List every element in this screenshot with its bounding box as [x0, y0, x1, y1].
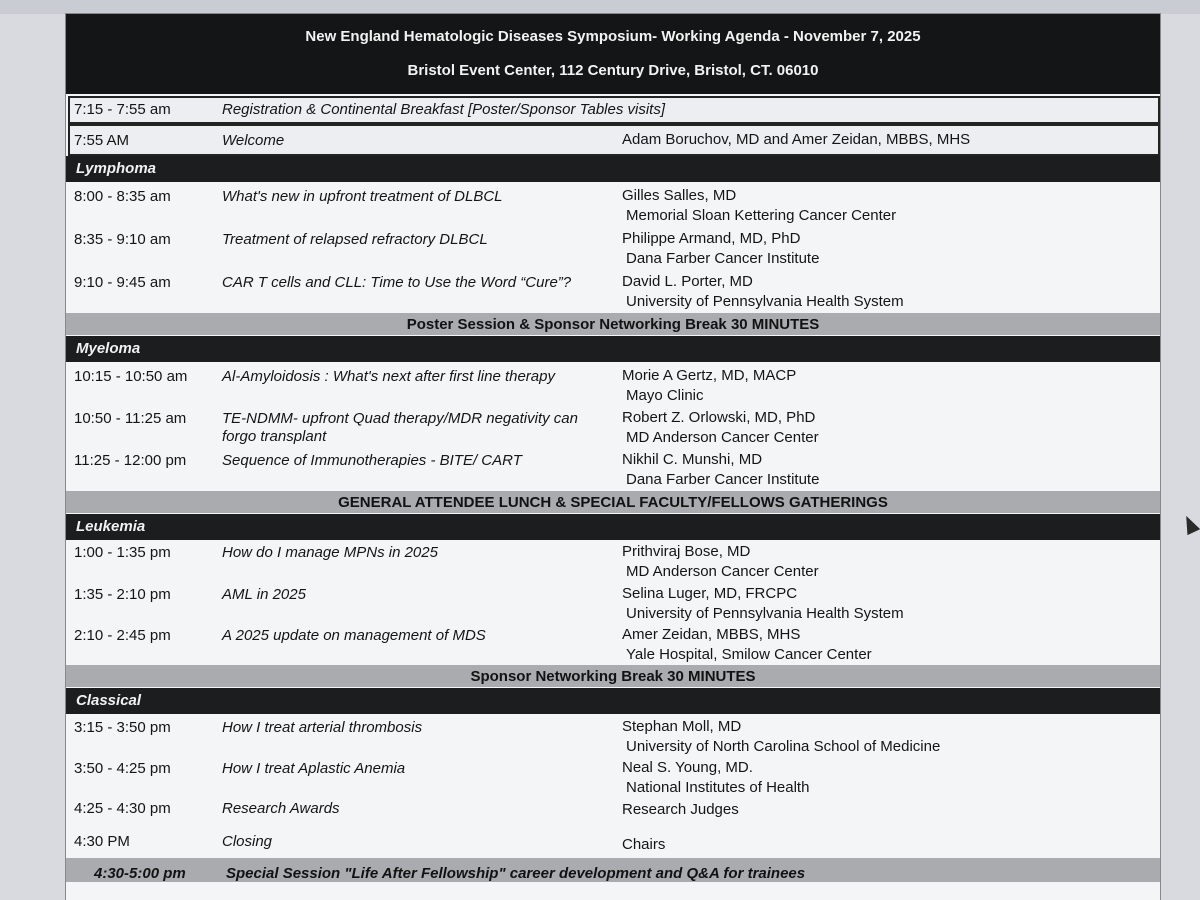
session-title: Welcome [222, 132, 285, 149]
affiliation: Mayo Clinic [626, 387, 704, 404]
speaker-cell: Research Judges [622, 801, 739, 818]
affiliation: University of Pennsylvania Health System [626, 605, 904, 622]
time-cell: 4:25 - 4:30 pm [74, 800, 171, 817]
affiliation: University of North Carolina School of Medicine [626, 738, 941, 755]
agenda-document [66, 14, 1160, 900]
special-session-band [66, 858, 1160, 882]
speaker-cell: Stephan Moll, MD University of North Carolina School of Medicine [622, 718, 941, 755]
speaker-cell: Prithviraj Bose, MD MD Anderson Cancer Center [622, 543, 819, 580]
session-title: Sequence of Immunotherapies - BITE/ CART [222, 452, 522, 469]
time-cell: 11:25 - 12:00 pm [74, 452, 187, 469]
monitor-bezel [0, 0, 1200, 14]
time-cell: 4:30-5:00 pm [94, 865, 186, 882]
break-band-lunch: GENERAL ATTENDEE LUNCH & SPECIAL FACULTY/FELLOWS GATHERINGS [66, 491, 1160, 513]
affiliation: National Institutes of Health [626, 779, 810, 796]
time-cell: 8:35 - 9:10 am [74, 231, 171, 248]
time-cell: 1:00 - 1:35 pm [74, 544, 171, 561]
time-cell: 7:15 - 7:55 am [74, 101, 171, 118]
speaker-cell: Chairs [622, 836, 666, 853]
speaker-cell: Nikhil C. Munshi, MD Dana Farber Cancer Institute [622, 451, 820, 488]
time-cell: 3:15 - 3:50 pm [74, 719, 171, 736]
speaker-cell: Neal S. Young, MD. National Institutes of Health [622, 759, 810, 796]
agenda-header [66, 14, 1160, 94]
section-header-myeloma: Myeloma [66, 336, 1160, 362]
affiliation: Dana Farber Cancer Institute [626, 250, 820, 267]
affiliation: MD Anderson Cancer Center [626, 429, 819, 446]
speaker-cell: Gilles Salles, MD Memorial Sloan Kettering Cancer Center [622, 187, 897, 224]
break-band-poster: Poster Session & Sponsor Networking Break 30 MINUTES [66, 313, 1160, 335]
session-title: What's new in upfront treatment of DLBCL [222, 188, 503, 205]
session-title: Research Awards [222, 800, 340, 817]
session-title: Registration & Continental Breakfast [Poster/Sponsor Tables visits] [222, 101, 665, 118]
time-cell: 10:15 - 10:50 am [74, 368, 188, 385]
table-row [68, 96, 1160, 124]
affiliation: MD Anderson Cancer Center [626, 563, 819, 580]
table-row [68, 124, 1160, 156]
session-title: Closing [222, 833, 273, 850]
mouse-cursor-icon [1180, 513, 1200, 535]
session-title: Treatment of relapsed refractory DLBCL [222, 231, 488, 248]
session-title: A 2025 update on management of MDS [222, 627, 486, 644]
affiliation: Dana Farber Cancer Institute [626, 471, 820, 488]
affiliation: Yale Hospital, Smilow Cancer Center [626, 646, 872, 663]
time-cell: 9:10 - 9:45 am [74, 274, 171, 291]
section-header-classical: Classical [66, 688, 1160, 714]
time-cell: 2:10 - 2:45 pm [74, 627, 171, 644]
time-cell: 10:50 - 11:25 am [74, 410, 187, 427]
speaker-cell: Philippe Armand, MD, PhD Dana Farber Cancer Institute [622, 230, 820, 267]
session-title: Special Session "Life After Fellowship" career development and Q&A for trainees [226, 865, 806, 882]
time-cell: 3:50 - 4:25 pm [74, 760, 171, 777]
session-title: TE-NDMM- upfront Quad therapy/MDR negativity can forgo transplant [222, 410, 578, 445]
speaker-cell: Morie A Gertz, MD, MACP Mayo Clinic [622, 367, 797, 404]
section-header-leukemia: Leukemia [66, 514, 1160, 540]
session-title: Al-Amyloidosis : What's next after first line therapy [222, 368, 555, 385]
session-title: CAR T cells and CLL: Time to Use the Word “Cure”? [222, 274, 572, 291]
session-title: AML in 2025 [222, 586, 306, 603]
speaker-cell: David L. Porter, MD University of Pennsylvania Health System [622, 273, 904, 310]
section-header-lymphoma: Lymphoma [66, 156, 1160, 182]
time-cell: 7:55 AM [74, 132, 130, 149]
affiliation: University of Pennsylvania Health System [626, 293, 904, 310]
break-band-sponsor: Sponsor Networking Break 30 MINUTES [66, 665, 1160, 687]
agenda-title: New England Hematologic Diseases Symposium- Working Agenda - November 7, 2025 [305, 28, 921, 45]
speaker-cell: Amer Zeidan, MBBS, MHS Yale Hospital, Smilow Cancer Center [622, 626, 872, 663]
venue-line: Bristol Event Center, 112 Century Drive, Bristol, CT. 06010 [407, 62, 819, 79]
affiliation: Memorial Sloan Kettering Cancer Center [626, 207, 897, 224]
speaker-cell: Selina Luger, MD, FRCPC University of Pennsylvania Health System [622, 585, 904, 622]
time-cell: 1:35 - 2:10 pm [74, 586, 171, 603]
speaker-cell: Adam Boruchov, MD and Amer Zeidan, MBBS, MHS [622, 131, 971, 148]
session-title: How I treat arterial thrombosis [222, 719, 423, 736]
session-title: How do I manage MPNs in 2025 [222, 544, 438, 561]
time-cell: 4:30 PM [74, 833, 130, 850]
speaker-cell: Robert Z. Orlowski, MD, PhD MD Anderson Cancer Center [622, 409, 819, 446]
time-cell: 8:00 - 8:35 am [74, 188, 171, 205]
session-title: How I treat Aplastic Anemia [222, 760, 406, 777]
